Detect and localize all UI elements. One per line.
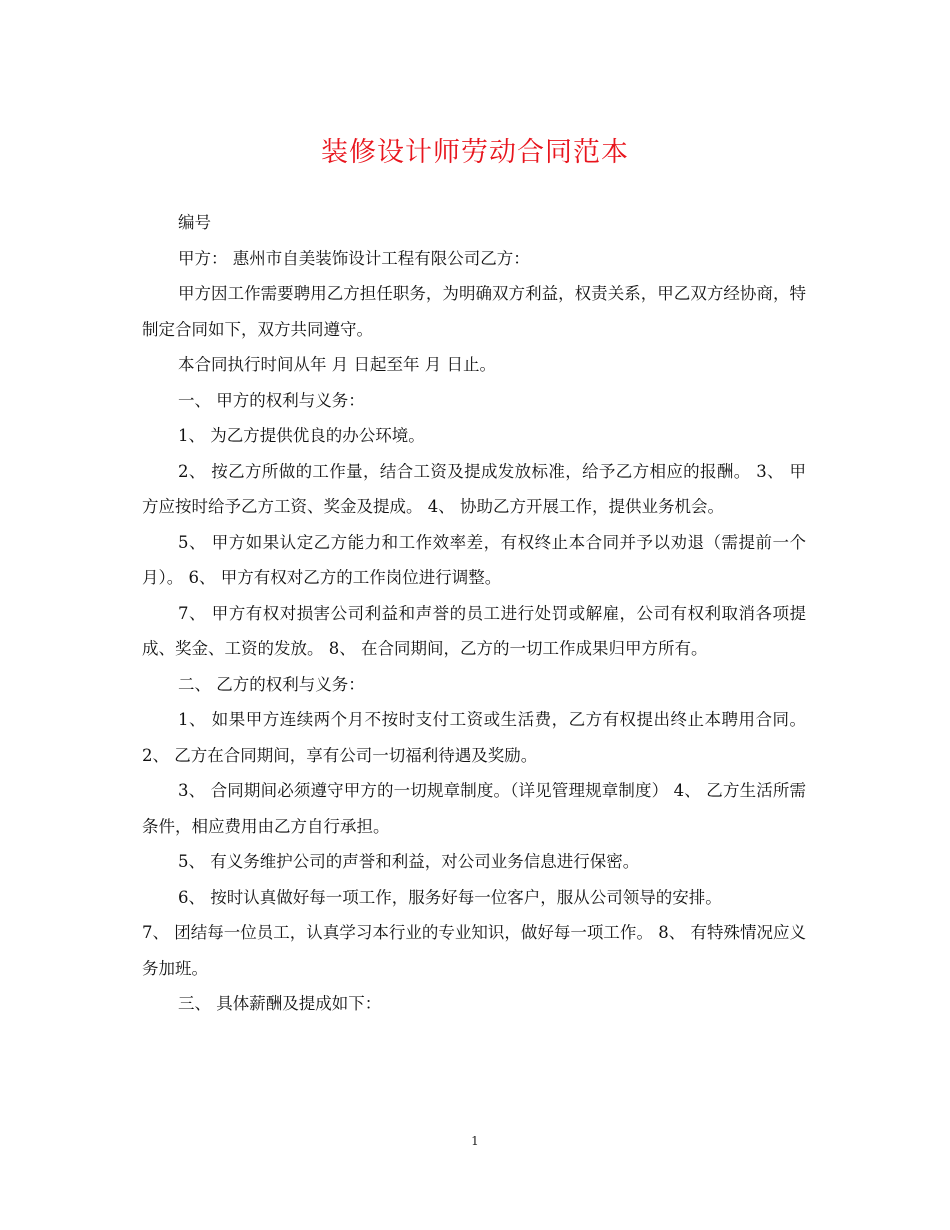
section-heading-party-b: 二、 乙方的权利与义务： [178,674,365,694]
party-b-clause-5: 5、 有义务维护公司的声誉和利益，对公司业务信息进行保密。 [178,852,640,871]
party-b-clause-6: 6、 按时认真做好每一项工作，服务好每一位客户，服从公司领导的安排。 [178,887,722,907]
contract-term-paragraph: 本合同执行时间从年 月 日起至年 月 日止。 [178,355,496,374]
party-b-clauses-1-2: 1、 如果甲方连续两个月不按时支付工资或生活费，乙方有权提出终止本聘用合同。 2、 乙方在合同期间，享有公司一切福利待遇及奖励。 [142,710,806,765]
contract-number-line: 编号 [178,213,211,232]
party-a-clauses-7-8: 7、 甲方有权对损害公司利益和声誉的员工进行处罚或解雇，公司有权利取消各项提成、奖金、工资的发放。 8、 在合同期间，乙方的一切工作成果归甲方所有。 [142,603,806,658]
section-heading-salary: 三、 具体薪酬及提成如下： [178,994,382,1013]
party-a-line: 甲方： 惠州市自美装饰设计工程有限公司乙方： [178,248,530,268]
party-a-clause-1: 1、 为乙方提供优良的办公环境。 [178,426,425,445]
document-title: 装修设计师劳动合同范本 [321,137,629,168]
document-body [142,205,806,1022]
party-b-clauses-3-4: 3、 合同期间必须遵守甲方的一切规章制度。（详见管理规章制度） 4、 乙方生活所需条件，相应费用由乙方自行承担。 [142,781,806,836]
intro-paragraph: 甲方因工作需要聘用乙方担任职务，为明确双方利益，权责关系，甲乙双方经协商，特制定合同如下，双方共同遵守。 [142,284,806,339]
party-b-clauses-7-8: 7、 团结每一位员工，认真学习本行业的专业知识，做好每一项工作。 8、 有特殊情况应义务加班。 [142,923,806,978]
section-heading-party-a: 一、 甲方的权利与义务： [178,390,365,410]
party-a-clauses-2-4: 2、 按乙方所做的工作量，结合工资及提成发放标准，给予乙方相应的报酬。 3、 甲方应按时给予乙方工资、奖金及提成。 4、 协助乙方开展工作，提供业务机会。 [142,461,806,516]
party-a-clauses-5-6: 5、 甲方如果认定乙方能力和工作效率差，有权终止本合同并予以劝退（需提前一个月）。 6、 甲方有权对乙方的工作岗位进行调整。 [142,532,806,587]
page-number: 1 [471,1134,479,1148]
